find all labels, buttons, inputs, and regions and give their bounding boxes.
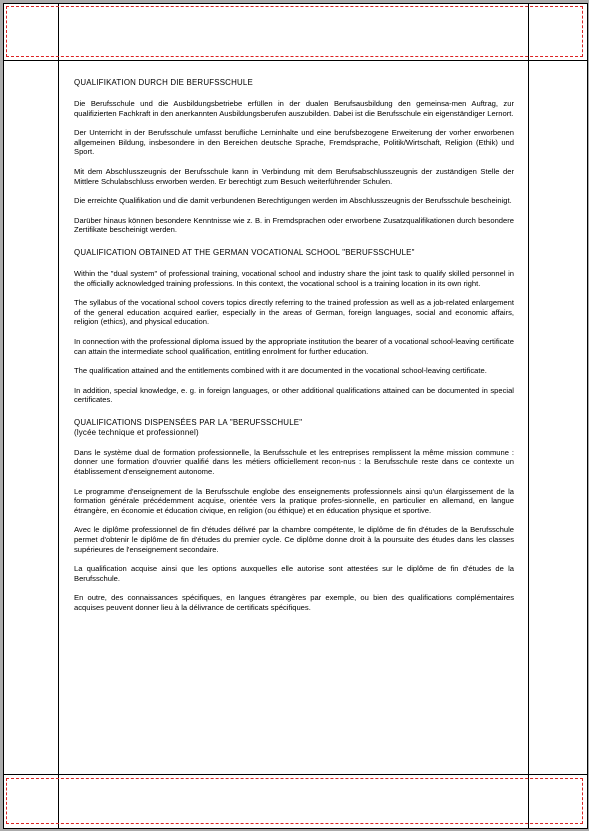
- paragraph: Die Berufsschule und die Ausbildungsbetriebe erfüllen in der dualen Berufsausbildung den gemeinsa-men Auftrag, zur qualifizierten Fachkraft in den anerkannten Ausbildungsberufen auszubilden. Dabei ist die Berufsschule ein eigenständiger Lernort.: [74, 99, 514, 118]
- section-heading: QUALIFICATION OBTAINED AT THE GERMAN VOCATIONAL SCHOOL "BERUFSSCHULE": [74, 247, 415, 257]
- section-heading: QUALIFIKATION DURCH DIE BERUFSSCHULE: [74, 78, 253, 87]
- paragraph: The qualification attained and the entitlements combined with it are documented in the vocational school-leaving certificate.: [74, 366, 487, 376]
- footer-region[interactable]: [6, 778, 583, 824]
- paragraph: Mit dem Abschlusszeugnis der Berufsschule kann in Verbindung mit dem Berufsabschlusszeugnis der zuständigen Stelle der Mittlere Schulabschluss erworben werden. Er berechtigt zum Besuch weiterführender Schulen.: [74, 166, 514, 186]
- section-french: [74, 418, 514, 613]
- paragraph: Dans le système dual de formation professionnelle, la Berufsschule et les entreprises remplissent la même mission commune : donner une formation d'ouvrier qualifié dans les métiers officiellement recon-nus : la Berufsschule reste dans ce contexte un établissement d'enseignement autonome.: [74, 447, 514, 477]
- paragraph: Der Unterricht in der Berufsschule umfasst berufliche Lerninhalte und eine berufsbezogene Erweiterung der vorher erworbenen allgemeinen Bildung, insbesondere in den Bereichen deutsche Sprache, Fremdsprache, Politik/Wirtschaft, Religion (Ethik) und Sport.: [74, 128, 514, 157]
- section-heading: QUALIFICATIONS DISPENSÉES PAR LA "BERUFSSCHULE": [74, 417, 303, 427]
- paragraph: En outre, des connaissances spécifiques, en langues étrangères par exemple, ou bien des qualifications complémentaires acquises peuvent donner lieu à la délivrance de certificats spécifiques.: [74, 593, 514, 612]
- paragraph: In addition, special knowledge, e. g. in foreign languages, or other additional qualifications attained can be documented in special certificates.: [74, 385, 514, 405]
- paragraph: Within the "dual system" of professional training, vocational school and industry share the joint task to qualify skilled personnel in the officially acknowledged training professions. In this context, the vocational school is a training location in its own right.: [74, 268, 514, 288]
- header-region[interactable]: [6, 6, 583, 57]
- paragraph: Darüber hinaus können besondere Kenntnisse wie z. B. in Fremdsprachen oder erworbene Zusatzqualifikationen durch besondere Zertifikate bescheinigt werden.: [74, 215, 514, 235]
- document-page: [3, 3, 588, 829]
- paragraph: The syllabus of the vocational school covers topics directly referring to the trained profession as well as a job-related enlargement of the general education acquired earlier, especially in the areas of German, foreign languages, social and economic affairs, religion (ethics), and physical education.: [74, 298, 514, 327]
- document-body[interactable]: [74, 78, 514, 623]
- section-heading-block: [74, 418, 514, 438]
- paragraph: Le programme d'enseignement de la Berufsschule englobe des enseignements professionnels ainsi qu'un élargissement de la formation générale précédemment acquise, orientée vers la pratique profes-sionnelle, en particulier en allemand, en langue étrangère, en économie et éducation civique, en religion (ou éthique) et en éducation physique et sportive.: [74, 486, 514, 515]
- section-german: [74, 78, 514, 235]
- paragraph: Die erreichte Qualifikation und die damit verbundenen Berechtigungen werden im Abschlusszeugnis der Berufsschule bescheinigt.: [74, 196, 512, 206]
- right-margin-line: [528, 4, 529, 828]
- paragraph: Avec le diplôme professionnel de fin d'études délivré par la chambre compétente, le diplôme de fin d'études de la Berufsschule permet d'obtenir le diplôme de fin d'études du premier cycle. Ce diplôme donne droit à la poursuite des études dans les classes supérieures de l'enseignement secondaire.: [74, 525, 514, 554]
- header-boundary-line: [4, 60, 587, 61]
- left-margin-line: [58, 4, 59, 828]
- paragraph: La qualification acquise ainsi que les options auxquelles elle autorise sont attestées sur le diplôme de fin d'études de la Berufsschule.: [74, 564, 514, 583]
- section-english: [74, 248, 514, 405]
- footer-boundary-line: [4, 774, 587, 775]
- section-subheading: (lycée technique et professionnel): [74, 427, 199, 437]
- paragraph: In connection with the professional diploma issued by the appropriate institution the bearer of a vocational school-leaving certificate can attain the intermediate school qualification, entitling enrolment for further education.: [74, 336, 514, 356]
